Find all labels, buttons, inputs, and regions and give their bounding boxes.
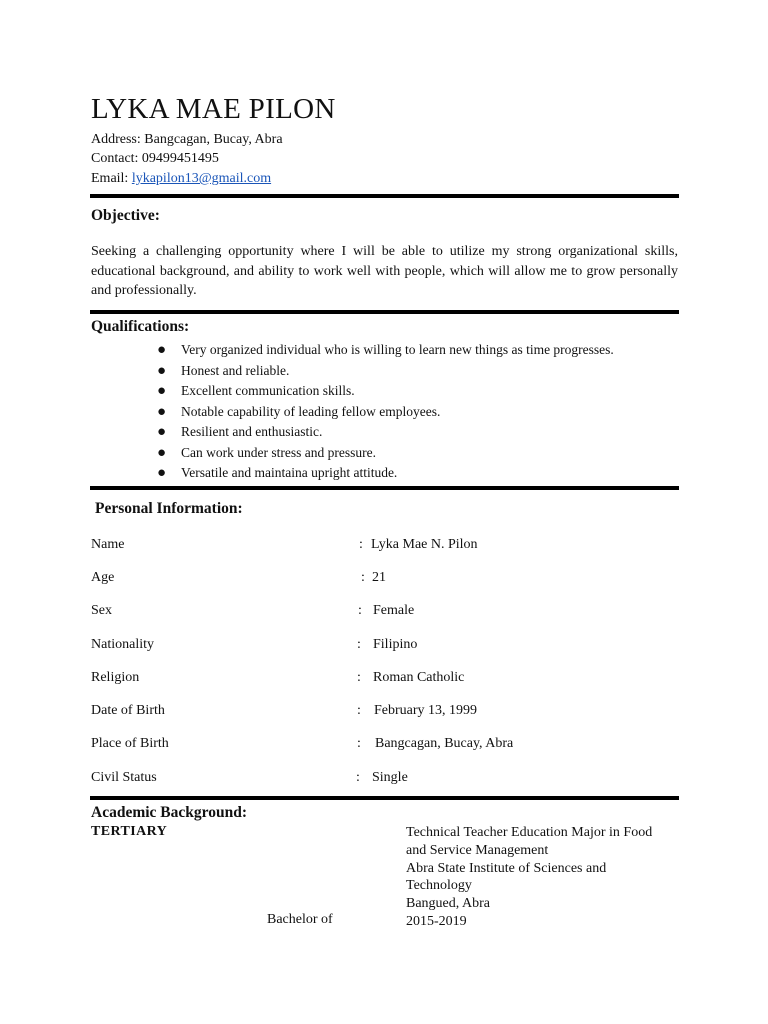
field-colon: : [361, 570, 365, 585]
bullet-icon: ● [157, 465, 167, 481]
list-item [155, 422, 614, 443]
academic-heading: Academic Background: [91, 804, 248, 821]
field-colon: : [357, 670, 361, 685]
field-label-nationality: Nationality [91, 637, 154, 652]
email-line [91, 171, 271, 187]
bullet-icon: ● [157, 444, 167, 461]
field-label-civil-status: Civil Status [91, 770, 157, 785]
school-years: 2015-2019 [406, 913, 467, 929]
field-value-civil-status: Single [372, 770, 408, 785]
list-item [155, 361, 614, 382]
field-value-date-of-birth: February 13, 1999 [374, 703, 478, 718]
degree-line: Technical Teacher Education Major in Food [406, 825, 653, 840]
field-colon: : [359, 537, 363, 552]
field-label-date-of-birth: Date of Birth [91, 703, 165, 718]
education-level: TERTIARY [91, 824, 168, 839]
qualification-text: Very organized individual who is willing to learn new things as time progresses. [181, 342, 614, 357]
bullet-icon: ● [157, 342, 167, 358]
objective-text: Seeking a challenging opportunity where I will be able to utilize my strong organizational skills, educational background, and ability to work well with people, which will allow me to grow personally and professionally. [91, 244, 678, 298]
field-value-religion: Roman Catholic [373, 670, 465, 685]
field-colon: : [357, 736, 361, 751]
personal-info-heading: Personal Information: [95, 500, 243, 517]
list-item [155, 443, 614, 464]
field-colon: : [357, 637, 361, 652]
school-line: Abra State Institute of Sciences and [406, 860, 607, 876]
field-colon: : [356, 770, 360, 785]
qualification-text: Can work under stress and pressure. [181, 444, 376, 460]
qualifications-list [155, 340, 614, 484]
qualification-text: Resilient and enthusiastic. [181, 424, 323, 439]
field-label-name: Name [91, 537, 125, 552]
bullet-icon: ● [157, 383, 167, 399]
bullet-icon: ● [157, 362, 167, 379]
school-line: Technology [406, 878, 472, 894]
field-colon: : [357, 703, 361, 718]
list-item [155, 463, 614, 484]
field-label-age: Age [91, 570, 115, 585]
field-label-place-of-birth: Place of Birth [91, 736, 169, 751]
divider [90, 486, 679, 490]
bullet-icon: ● [157, 424, 167, 440]
list-item [155, 340, 614, 361]
objective-heading: Objective: [91, 207, 160, 224]
degree-line: and Service Management [406, 842, 549, 858]
field-label-sex: Sex [91, 603, 112, 618]
field-value-nationality: Filipino [373, 637, 418, 652]
qualification-text: Versatile and maintaina upright attitude. [181, 465, 398, 480]
list-item [155, 381, 614, 402]
divider [90, 194, 679, 198]
degree-details [406, 824, 696, 931]
contact-line: Contact: 09499451495 [91, 151, 219, 166]
divider [90, 796, 679, 800]
list-item [155, 402, 614, 423]
divider [90, 310, 679, 314]
qualification-text: Honest and reliable. [181, 362, 290, 378]
field-colon: : [358, 603, 362, 618]
applicant-name: LYKA MAE PILON [91, 93, 336, 125]
bullet-icon: ● [157, 403, 167, 420]
field-value-place-of-birth: Bangcagan, Bucay, Abra [375, 736, 514, 751]
qualification-text: Excellent communication skills. [181, 383, 355, 398]
field-value-sex: Female [373, 603, 415, 618]
qualifications-heading: Qualifications: [91, 318, 190, 335]
school-location: Bangued, Abra [406, 896, 490, 912]
email-label: Email: [91, 171, 132, 186]
field-label-religion: Religion [91, 670, 140, 685]
qualification-text: Notable capability of leading fellow employees. [181, 403, 441, 419]
field-value-name: Lyka Mae N. Pilon [371, 537, 478, 552]
degree-prefix: Bachelor of [267, 912, 333, 927]
field-value-age: 21 [372, 570, 386, 585]
email-link[interactable]: lykapilon13@gmail.com [131, 171, 272, 186]
address-line: Address: Bangcagan, Bucay, Abra [91, 132, 283, 147]
